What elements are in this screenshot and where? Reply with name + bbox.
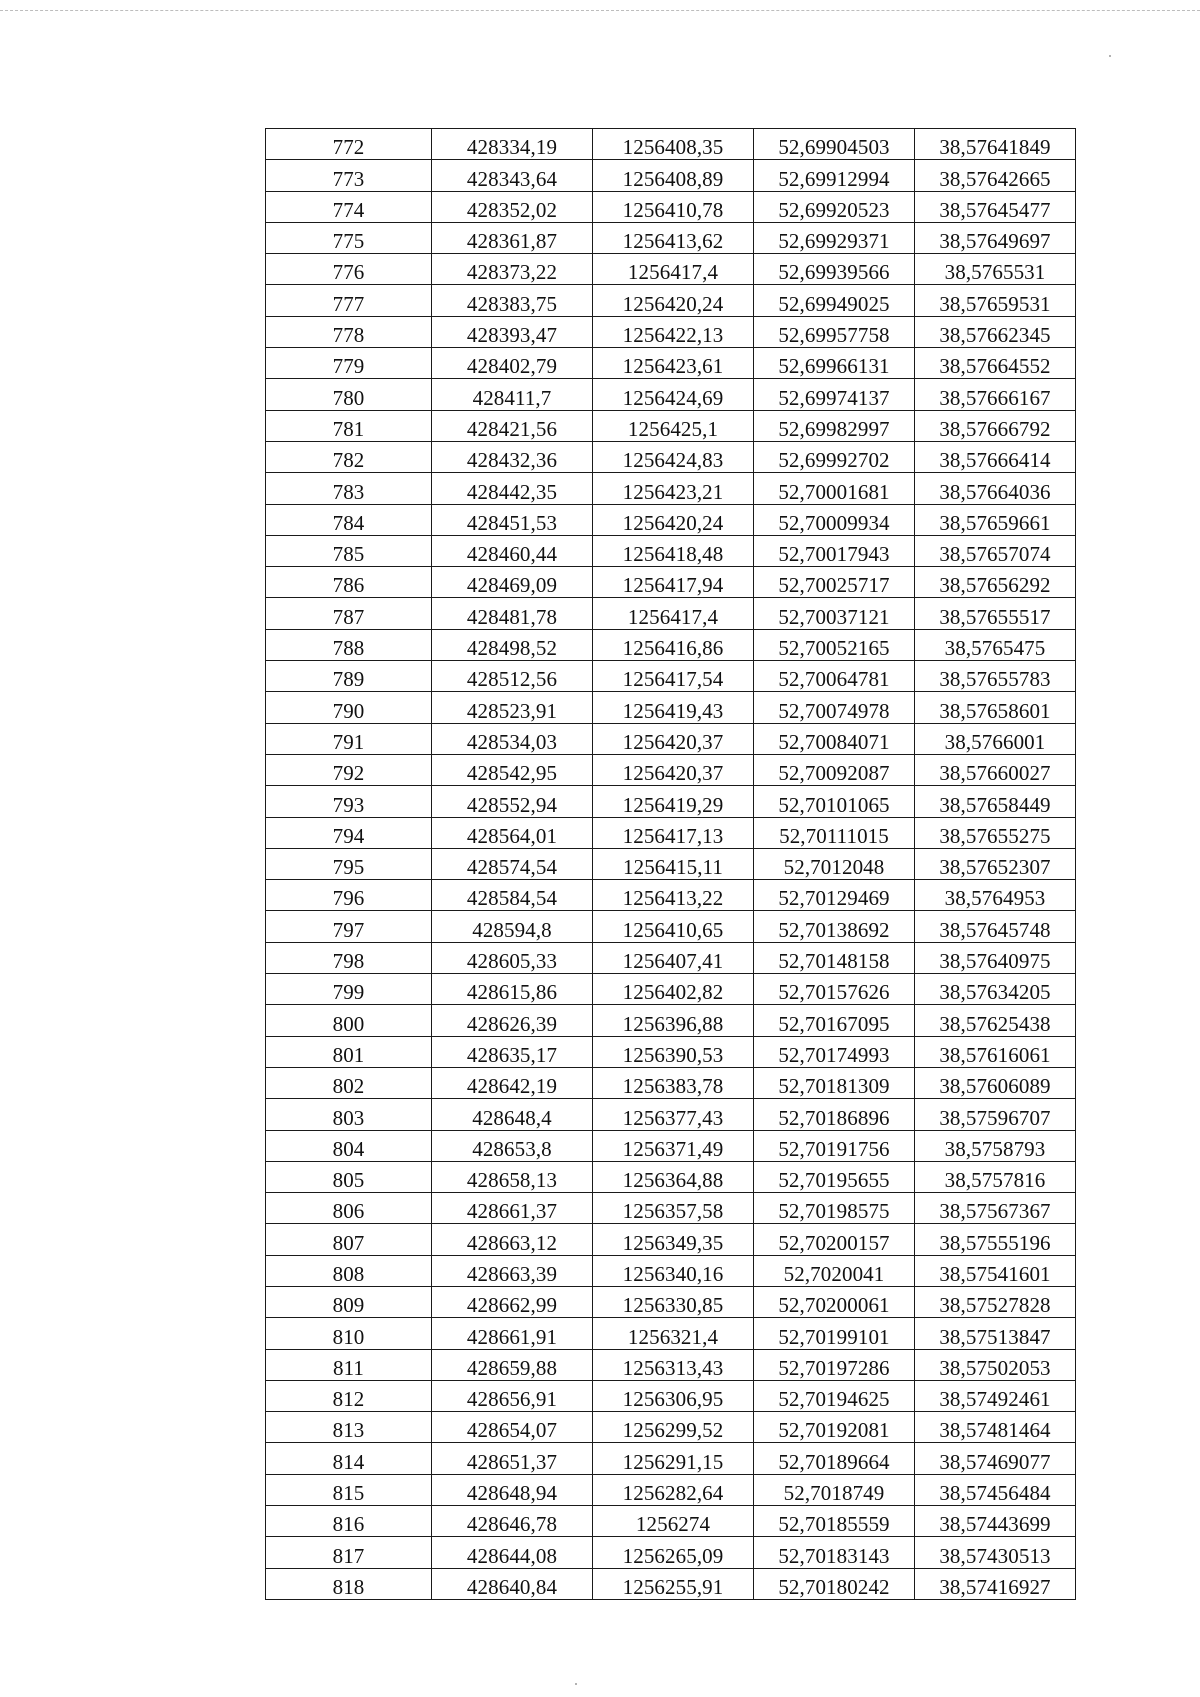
longitude-cell: 38,57469077 xyxy=(915,1443,1076,1474)
y-coordinate-cell: 1256407,41 xyxy=(593,942,754,973)
scan-edge-line xyxy=(0,10,1200,11)
latitude-cell: 52,70037121 xyxy=(754,598,915,629)
longitude-cell: 38,57502053 xyxy=(915,1349,1076,1380)
point-number-cell: 772 xyxy=(266,129,432,160)
table-row xyxy=(266,1537,1076,1568)
latitude-cell: 52,70180242 xyxy=(754,1568,915,1599)
latitude-cell: 52,70197286 xyxy=(754,1349,915,1380)
table-row xyxy=(266,567,1076,598)
latitude-cell: 52,70189664 xyxy=(754,1443,915,1474)
y-coordinate-cell: 1256425,1 xyxy=(593,410,754,441)
point-number-cell: 810 xyxy=(266,1318,432,1349)
table-row xyxy=(266,535,1076,566)
x-coordinate-cell: 428383,75 xyxy=(432,285,593,316)
point-number-cell: 785 xyxy=(266,535,432,566)
longitude-cell: 38,57481464 xyxy=(915,1412,1076,1443)
table-row xyxy=(266,786,1076,817)
point-number-cell: 786 xyxy=(266,567,432,598)
latitude-cell: 52,70167095 xyxy=(754,1005,915,1036)
y-coordinate-cell: 1256417,94 xyxy=(593,567,754,598)
y-coordinate-cell: 1256410,65 xyxy=(593,911,754,942)
longitude-cell: 38,57640975 xyxy=(915,942,1076,973)
y-coordinate-cell: 1256349,35 xyxy=(593,1224,754,1255)
x-coordinate-cell: 428393,47 xyxy=(432,316,593,347)
latitude-cell: 52,70009934 xyxy=(754,504,915,535)
point-number-cell: 782 xyxy=(266,441,432,472)
latitude-cell: 52,70157626 xyxy=(754,974,915,1005)
longitude-cell: 38,5764953 xyxy=(915,880,1076,911)
latitude-cell: 52,7020041 xyxy=(754,1255,915,1286)
x-coordinate-cell: 428361,87 xyxy=(432,222,593,253)
table-row xyxy=(266,911,1076,942)
latitude-cell: 52,70017943 xyxy=(754,535,915,566)
point-number-cell: 791 xyxy=(266,723,432,754)
table-row xyxy=(266,974,1076,1005)
longitude-cell: 38,57664552 xyxy=(915,348,1076,379)
x-coordinate-cell: 428552,94 xyxy=(432,786,593,817)
longitude-cell: 38,57606089 xyxy=(915,1067,1076,1098)
y-coordinate-cell: 1256417,4 xyxy=(593,598,754,629)
point-number-cell: 803 xyxy=(266,1099,432,1130)
x-coordinate-cell: 428469,09 xyxy=(432,567,593,598)
point-number-cell: 790 xyxy=(266,692,432,723)
latitude-cell: 52,70194625 xyxy=(754,1380,915,1411)
point-number-cell: 801 xyxy=(266,1036,432,1067)
table-row xyxy=(266,1380,1076,1411)
longitude-cell: 38,57659661 xyxy=(915,504,1076,535)
y-coordinate-cell: 1256423,61 xyxy=(593,348,754,379)
table-row xyxy=(266,1130,1076,1161)
table-row xyxy=(266,1224,1076,1255)
longitude-cell: 38,57658601 xyxy=(915,692,1076,723)
point-number-cell: 783 xyxy=(266,473,432,504)
latitude-cell: 52,69929371 xyxy=(754,222,915,253)
table-row xyxy=(266,598,1076,629)
point-number-cell: 780 xyxy=(266,379,432,410)
x-coordinate-cell: 428564,01 xyxy=(432,817,593,848)
longitude-cell: 38,57443699 xyxy=(915,1506,1076,1537)
table-row xyxy=(266,1005,1076,1036)
x-coordinate-cell: 428656,91 xyxy=(432,1380,593,1411)
longitude-cell: 38,57527828 xyxy=(915,1286,1076,1317)
latitude-cell: 52,70200061 xyxy=(754,1286,915,1317)
x-coordinate-cell: 428411,7 xyxy=(432,379,593,410)
x-coordinate-cell: 428542,95 xyxy=(432,754,593,785)
x-coordinate-cell: 428534,03 xyxy=(432,723,593,754)
x-coordinate-cell: 428654,07 xyxy=(432,1412,593,1443)
latitude-cell: 52,7018749 xyxy=(754,1474,915,1505)
point-number-cell: 792 xyxy=(266,754,432,785)
latitude-cell: 52,70001681 xyxy=(754,473,915,504)
x-coordinate-cell: 428402,79 xyxy=(432,348,593,379)
longitude-cell: 38,57666792 xyxy=(915,410,1076,441)
table-row xyxy=(266,723,1076,754)
table-row xyxy=(266,1443,1076,1474)
y-coordinate-cell: 1256364,88 xyxy=(593,1161,754,1192)
point-number-cell: 784 xyxy=(266,504,432,535)
latitude-cell: 52,69982997 xyxy=(754,410,915,441)
point-number-cell: 787 xyxy=(266,598,432,629)
longitude-cell: 38,57655275 xyxy=(915,817,1076,848)
table-row xyxy=(266,441,1076,472)
longitude-cell: 38,5765475 xyxy=(915,629,1076,660)
coordinates-table-container xyxy=(265,128,1075,1600)
latitude-cell: 52,70025717 xyxy=(754,567,915,598)
x-coordinate-cell: 428584,54 xyxy=(432,880,593,911)
scan-speck xyxy=(575,1683,577,1685)
longitude-cell: 38,5758793 xyxy=(915,1130,1076,1161)
table-row xyxy=(266,1255,1076,1286)
longitude-cell: 38,57657074 xyxy=(915,535,1076,566)
point-number-cell: 808 xyxy=(266,1255,432,1286)
y-coordinate-cell: 1256340,16 xyxy=(593,1255,754,1286)
point-number-cell: 795 xyxy=(266,848,432,879)
table-row xyxy=(266,629,1076,660)
y-coordinate-cell: 1256417,54 xyxy=(593,661,754,692)
longitude-cell: 38,57616061 xyxy=(915,1036,1076,1067)
table-row xyxy=(266,348,1076,379)
y-coordinate-cell: 1256330,85 xyxy=(593,1286,754,1317)
x-coordinate-cell: 428451,53 xyxy=(432,504,593,535)
x-coordinate-cell: 428432,36 xyxy=(432,441,593,472)
x-coordinate-cell: 428648,94 xyxy=(432,1474,593,1505)
table-row xyxy=(266,222,1076,253)
latitude-cell: 52,70064781 xyxy=(754,661,915,692)
longitude-cell: 38,57430513 xyxy=(915,1537,1076,1568)
longitude-cell: 38,57416927 xyxy=(915,1568,1076,1599)
y-coordinate-cell: 1256274 xyxy=(593,1506,754,1537)
table-row xyxy=(266,1412,1076,1443)
latitude-cell: 52,70074978 xyxy=(754,692,915,723)
y-coordinate-cell: 1256255,91 xyxy=(593,1568,754,1599)
x-coordinate-cell: 428512,56 xyxy=(432,661,593,692)
y-coordinate-cell: 1256321,4 xyxy=(593,1318,754,1349)
x-coordinate-cell: 428460,44 xyxy=(432,535,593,566)
y-coordinate-cell: 1256415,11 xyxy=(593,848,754,879)
y-coordinate-cell: 1256419,29 xyxy=(593,786,754,817)
table-row xyxy=(266,848,1076,879)
table-row xyxy=(266,379,1076,410)
longitude-cell: 38,57658449 xyxy=(915,786,1076,817)
longitude-cell: 38,57541601 xyxy=(915,1255,1076,1286)
x-coordinate-cell: 428334,19 xyxy=(432,129,593,160)
point-number-cell: 809 xyxy=(266,1286,432,1317)
point-number-cell: 776 xyxy=(266,254,432,285)
y-coordinate-cell: 1256390,53 xyxy=(593,1036,754,1067)
point-number-cell: 781 xyxy=(266,410,432,441)
table-row xyxy=(266,504,1076,535)
table-row xyxy=(266,1349,1076,1380)
latitude-cell: 52,70192081 xyxy=(754,1412,915,1443)
point-number-cell: 788 xyxy=(266,629,432,660)
latitude-cell: 52,70198575 xyxy=(754,1193,915,1224)
y-coordinate-cell: 1256422,13 xyxy=(593,316,754,347)
point-number-cell: 797 xyxy=(266,911,432,942)
table-row xyxy=(266,473,1076,504)
y-coordinate-cell: 1256416,86 xyxy=(593,629,754,660)
table-row xyxy=(266,160,1076,191)
table-row xyxy=(266,129,1076,160)
point-number-cell: 818 xyxy=(266,1568,432,1599)
y-coordinate-cell: 1256396,88 xyxy=(593,1005,754,1036)
point-number-cell: 814 xyxy=(266,1443,432,1474)
y-coordinate-cell: 1256282,64 xyxy=(593,1474,754,1505)
latitude-cell: 52,70186896 xyxy=(754,1099,915,1130)
table-row xyxy=(266,316,1076,347)
y-coordinate-cell: 1256313,43 xyxy=(593,1349,754,1380)
latitude-cell: 52,69920523 xyxy=(754,191,915,222)
x-coordinate-cell: 428498,52 xyxy=(432,629,593,660)
longitude-cell: 38,57645477 xyxy=(915,191,1076,222)
x-coordinate-cell: 428523,91 xyxy=(432,692,593,723)
latitude-cell: 52,69912994 xyxy=(754,160,915,191)
x-coordinate-cell: 428661,91 xyxy=(432,1318,593,1349)
y-coordinate-cell: 1256420,37 xyxy=(593,754,754,785)
scan-speck xyxy=(1109,55,1111,57)
point-number-cell: 789 xyxy=(266,661,432,692)
y-coordinate-cell: 1256408,89 xyxy=(593,160,754,191)
latitude-cell: 52,70183143 xyxy=(754,1537,915,1568)
x-coordinate-cell: 428653,8 xyxy=(432,1130,593,1161)
x-coordinate-cell: 428605,33 xyxy=(432,942,593,973)
table-row xyxy=(266,1568,1076,1599)
point-number-cell: 778 xyxy=(266,316,432,347)
point-number-cell: 802 xyxy=(266,1067,432,1098)
longitude-cell: 38,57625438 xyxy=(915,1005,1076,1036)
x-coordinate-cell: 428658,13 xyxy=(432,1161,593,1192)
y-coordinate-cell: 1256417,13 xyxy=(593,817,754,848)
y-coordinate-cell: 1256424,69 xyxy=(593,379,754,410)
point-number-cell: 777 xyxy=(266,285,432,316)
latitude-cell: 52,70185559 xyxy=(754,1506,915,1537)
x-coordinate-cell: 428481,78 xyxy=(432,598,593,629)
longitude-cell: 38,57641849 xyxy=(915,129,1076,160)
point-number-cell: 804 xyxy=(266,1130,432,1161)
longitude-cell: 38,57555196 xyxy=(915,1224,1076,1255)
point-number-cell: 773 xyxy=(266,160,432,191)
longitude-cell: 38,57655517 xyxy=(915,598,1076,629)
x-coordinate-cell: 428662,99 xyxy=(432,1286,593,1317)
table-row xyxy=(266,191,1076,222)
table-row xyxy=(266,1286,1076,1317)
latitude-cell: 52,69992702 xyxy=(754,441,915,472)
latitude-cell: 52,69949025 xyxy=(754,285,915,316)
x-coordinate-cell: 428646,78 xyxy=(432,1506,593,1537)
longitude-cell: 38,57659531 xyxy=(915,285,1076,316)
y-coordinate-cell: 1256408,35 xyxy=(593,129,754,160)
y-coordinate-cell: 1256413,62 xyxy=(593,222,754,253)
longitude-cell: 38,57492461 xyxy=(915,1380,1076,1411)
longitude-cell: 38,57656292 xyxy=(915,567,1076,598)
table-row xyxy=(266,1318,1076,1349)
y-coordinate-cell: 1256417,4 xyxy=(593,254,754,285)
longitude-cell: 38,57634205 xyxy=(915,974,1076,1005)
y-coordinate-cell: 1256383,78 xyxy=(593,1067,754,1098)
latitude-cell: 52,7012048 xyxy=(754,848,915,879)
latitude-cell: 52,70084071 xyxy=(754,723,915,754)
point-number-cell: 813 xyxy=(266,1412,432,1443)
point-number-cell: 812 xyxy=(266,1380,432,1411)
table-row xyxy=(266,1506,1076,1537)
x-coordinate-cell: 428442,35 xyxy=(432,473,593,504)
latitude-cell: 52,70101065 xyxy=(754,786,915,817)
table-row xyxy=(266,254,1076,285)
table-row xyxy=(266,1067,1076,1098)
y-coordinate-cell: 1256306,95 xyxy=(593,1380,754,1411)
latitude-cell: 52,70181309 xyxy=(754,1067,915,1098)
x-coordinate-cell: 428659,88 xyxy=(432,1349,593,1380)
longitude-cell: 38,57652307 xyxy=(915,848,1076,879)
point-number-cell: 799 xyxy=(266,974,432,1005)
y-coordinate-cell: 1256402,82 xyxy=(593,974,754,1005)
longitude-cell: 38,57666167 xyxy=(915,379,1076,410)
latitude-cell: 52,70138692 xyxy=(754,911,915,942)
table-row xyxy=(266,410,1076,441)
y-coordinate-cell: 1256420,24 xyxy=(593,285,754,316)
point-number-cell: 811 xyxy=(266,1349,432,1380)
table-row xyxy=(266,692,1076,723)
point-number-cell: 805 xyxy=(266,1161,432,1192)
latitude-cell: 52,69904503 xyxy=(754,129,915,160)
point-number-cell: 815 xyxy=(266,1474,432,1505)
table-row xyxy=(266,880,1076,911)
x-coordinate-cell: 428373,22 xyxy=(432,254,593,285)
y-coordinate-cell: 1256410,78 xyxy=(593,191,754,222)
coordinates-table xyxy=(265,128,1076,1600)
longitude-cell: 38,57513847 xyxy=(915,1318,1076,1349)
latitude-cell: 52,69939566 xyxy=(754,254,915,285)
x-coordinate-cell: 428421,56 xyxy=(432,410,593,441)
point-number-cell: 798 xyxy=(266,942,432,973)
table-row xyxy=(266,942,1076,973)
latitude-cell: 52,69966131 xyxy=(754,348,915,379)
latitude-cell: 52,70092087 xyxy=(754,754,915,785)
longitude-cell: 38,57596707 xyxy=(915,1099,1076,1130)
y-coordinate-cell: 1256423,21 xyxy=(593,473,754,504)
y-coordinate-cell: 1256291,15 xyxy=(593,1443,754,1474)
point-number-cell: 775 xyxy=(266,222,432,253)
longitude-cell: 38,57456484 xyxy=(915,1474,1076,1505)
longitude-cell: 38,5765531 xyxy=(915,254,1076,285)
x-coordinate-cell: 428626,39 xyxy=(432,1005,593,1036)
x-coordinate-cell: 428644,08 xyxy=(432,1537,593,1568)
x-coordinate-cell: 428648,4 xyxy=(432,1099,593,1130)
table-row xyxy=(266,1161,1076,1192)
longitude-cell: 38,57664036 xyxy=(915,473,1076,504)
y-coordinate-cell: 1256265,09 xyxy=(593,1537,754,1568)
latitude-cell: 52,70129469 xyxy=(754,880,915,911)
table-row xyxy=(266,1474,1076,1505)
longitude-cell: 38,57655783 xyxy=(915,661,1076,692)
y-coordinate-cell: 1256371,49 xyxy=(593,1130,754,1161)
table-row xyxy=(266,1099,1076,1130)
y-coordinate-cell: 1256418,48 xyxy=(593,535,754,566)
point-number-cell: 800 xyxy=(266,1005,432,1036)
latitude-cell: 52,70200157 xyxy=(754,1224,915,1255)
latitude-cell: 52,70052165 xyxy=(754,629,915,660)
x-coordinate-cell: 428352,02 xyxy=(432,191,593,222)
point-number-cell: 793 xyxy=(266,786,432,817)
x-coordinate-cell: 428663,39 xyxy=(432,1255,593,1286)
y-coordinate-cell: 1256413,22 xyxy=(593,880,754,911)
latitude-cell: 52,69957758 xyxy=(754,316,915,347)
longitude-cell: 38,57567367 xyxy=(915,1193,1076,1224)
latitude-cell: 52,70191756 xyxy=(754,1130,915,1161)
longitude-cell: 38,5757816 xyxy=(915,1161,1076,1192)
longitude-cell: 38,57642665 xyxy=(915,160,1076,191)
table-row xyxy=(266,285,1076,316)
x-coordinate-cell: 428663,12 xyxy=(432,1224,593,1255)
x-coordinate-cell: 428635,17 xyxy=(432,1036,593,1067)
x-coordinate-cell: 428642,19 xyxy=(432,1067,593,1098)
y-coordinate-cell: 1256420,37 xyxy=(593,723,754,754)
x-coordinate-cell: 428343,64 xyxy=(432,160,593,191)
point-number-cell: 779 xyxy=(266,348,432,379)
x-coordinate-cell: 428651,37 xyxy=(432,1443,593,1474)
longitude-cell: 38,57660027 xyxy=(915,754,1076,785)
longitude-cell: 38,57645748 xyxy=(915,911,1076,942)
table-row xyxy=(266,1193,1076,1224)
point-number-cell: 807 xyxy=(266,1224,432,1255)
table-row xyxy=(266,1036,1076,1067)
point-number-cell: 794 xyxy=(266,817,432,848)
point-number-cell: 816 xyxy=(266,1506,432,1537)
x-coordinate-cell: 428615,86 xyxy=(432,974,593,1005)
x-coordinate-cell: 428594,8 xyxy=(432,911,593,942)
coordinates-table-body xyxy=(266,129,1076,1600)
x-coordinate-cell: 428574,54 xyxy=(432,848,593,879)
point-number-cell: 817 xyxy=(266,1537,432,1568)
y-coordinate-cell: 1256419,43 xyxy=(593,692,754,723)
y-coordinate-cell: 1256357,58 xyxy=(593,1193,754,1224)
longitude-cell: 38,5766001 xyxy=(915,723,1076,754)
table-row xyxy=(266,661,1076,692)
y-coordinate-cell: 1256424,83 xyxy=(593,441,754,472)
longitude-cell: 38,57666414 xyxy=(915,441,1076,472)
point-number-cell: 806 xyxy=(266,1193,432,1224)
y-coordinate-cell: 1256377,43 xyxy=(593,1099,754,1130)
latitude-cell: 52,70199101 xyxy=(754,1318,915,1349)
y-coordinate-cell: 1256420,24 xyxy=(593,504,754,535)
latitude-cell: 52,69974137 xyxy=(754,379,915,410)
x-coordinate-cell: 428640,84 xyxy=(432,1568,593,1599)
table-row xyxy=(266,817,1076,848)
x-coordinate-cell: 428661,37 xyxy=(432,1193,593,1224)
latitude-cell: 52,70111015 xyxy=(754,817,915,848)
point-number-cell: 774 xyxy=(266,191,432,222)
longitude-cell: 38,57649697 xyxy=(915,222,1076,253)
longitude-cell: 38,57662345 xyxy=(915,316,1076,347)
point-number-cell: 796 xyxy=(266,880,432,911)
table-row xyxy=(266,754,1076,785)
latitude-cell: 52,70174993 xyxy=(754,1036,915,1067)
latitude-cell: 52,70148158 xyxy=(754,942,915,973)
y-coordinate-cell: 1256299,52 xyxy=(593,1412,754,1443)
latitude-cell: 52,70195655 xyxy=(754,1161,915,1192)
